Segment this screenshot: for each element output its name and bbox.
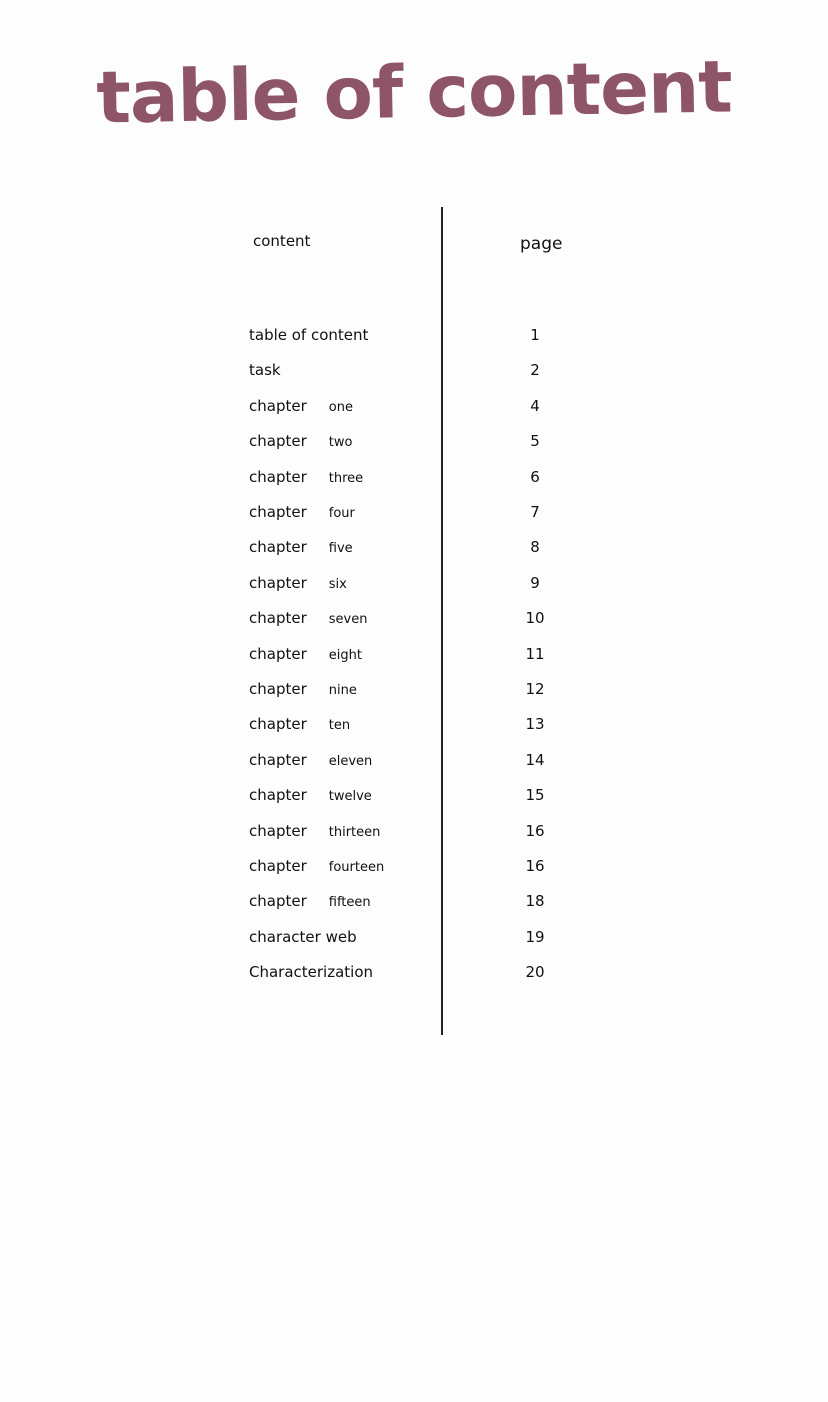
- toc-row: [0, 928, 828, 958]
- toc-entry-page-number: 2: [530, 361, 540, 380]
- toc-entry-label: [249, 857, 384, 875]
- toc-entry-label: [249, 786, 372, 804]
- toc-entry-prefix: chapter: [249, 503, 307, 521]
- page-column-header: page: [520, 234, 828, 1402]
- toc-row: [0, 574, 828, 604]
- toc-entry-prefix: chapter: [249, 680, 307, 698]
- toc-entry-label: [249, 892, 371, 910]
- toc-entry-label: [249, 468, 363, 486]
- toc-row: [0, 432, 828, 462]
- toc-entry-label: [249, 822, 380, 840]
- toc-entry-page-number: 5: [530, 432, 540, 451]
- toc-row: [0, 892, 828, 922]
- toc-entry-suffix: six: [328, 576, 347, 592]
- toc-entry-suffix: eight: [328, 647, 362, 663]
- toc-row: [0, 468, 828, 498]
- toc-row: [0, 751, 828, 781]
- toc-row: [0, 680, 828, 710]
- toc-entry-suffix: three: [328, 470, 364, 486]
- toc-row: [0, 609, 828, 639]
- toc-entry-prefix: chapter: [249, 857, 307, 875]
- page-title: table of content: [95, 44, 733, 140]
- toc-row: [0, 786, 828, 816]
- toc-entry-prefix: chapter: [249, 538, 307, 557]
- toc-entry-page-number: 10: [525, 609, 545, 628]
- toc-row: [0, 857, 828, 887]
- toc-entry-prefix: chapter: [249, 609, 307, 628]
- toc-entry-label: [249, 609, 367, 627]
- toc-entry-page-number: 11: [525, 644, 545, 663]
- toc-entry-page-number: 16: [525, 857, 545, 875]
- toc-entry-label: [249, 680, 357, 698]
- toc-entry-suffix: twelve: [328, 789, 372, 805]
- toc-row: [0, 397, 828, 427]
- toc-entry-prefix: character web: [249, 927, 357, 946]
- toc-entry-label: [249, 645, 362, 663]
- toc-entry-prefix: Characterization: [249, 963, 374, 982]
- toc-entry-prefix: chapter: [249, 432, 307, 451]
- toc-entry-label: [249, 928, 357, 946]
- toc-entry-prefix: chapter: [249, 644, 307, 663]
- toc-entry-label: [249, 963, 373, 981]
- toc-entry-suffix: thirteen: [328, 824, 381, 840]
- toc-entry-prefix: chapter: [249, 573, 307, 592]
- toc-entry-label: [249, 432, 352, 450]
- toc-row: [0, 538, 828, 568]
- toc-entry-label: [249, 361, 281, 379]
- toc-entry-prefix: task: [249, 361, 281, 380]
- toc-entry-page-number: 12: [525, 680, 545, 698]
- toc-entry-prefix: chapter: [249, 892, 307, 911]
- toc-entry-prefix: chapter: [249, 715, 307, 734]
- toc-entry-suffix: fourteen: [328, 860, 385, 875]
- toc-entry-page-number: 20: [525, 963, 545, 982]
- toc-entry-page-number: 13: [525, 715, 545, 734]
- toc-entry-label: [249, 715, 350, 733]
- toc-entry-page-number: 15: [525, 786, 545, 805]
- toc-entry-label: [249, 574, 347, 592]
- toc-entry-prefix: table of content: [249, 326, 369, 344]
- toc-entry-page-number: 6: [530, 467, 540, 486]
- toc-row: [0, 503, 828, 533]
- toc-entry-prefix: chapter: [249, 786, 307, 805]
- toc-entry-suffix: four: [328, 506, 355, 521]
- toc-entry-label: [249, 538, 353, 556]
- toc-entry-suffix: ten: [328, 718, 351, 734]
- content-column-header: content: [253, 232, 311, 250]
- toc-entry-suffix: fifteen: [328, 895, 371, 911]
- toc-row: [0, 361, 828, 391]
- toc-entry-page-number: 14: [525, 750, 545, 769]
- toc-entry-label: [249, 397, 353, 415]
- toc-entry-page-number: 19: [525, 927, 545, 946]
- toc-row: [0, 963, 828, 993]
- toc-row: [0, 326, 828, 356]
- toc-entry-page-number: 4: [530, 396, 540, 415]
- toc-entry-label: [249, 751, 372, 769]
- toc-entry-suffix: two: [328, 435, 353, 451]
- toc-entry-page-number: 1: [530, 326, 540, 344]
- toc-entry-suffix: eleven: [328, 753, 373, 769]
- toc-entry-page-number: 8: [530, 538, 540, 557]
- toc-entry-prefix: chapter: [249, 467, 307, 486]
- toc-entry-suffix: nine: [328, 683, 357, 698]
- toc-entry-page-number: 9: [530, 573, 540, 592]
- toc-entry-suffix: five: [328, 541, 353, 557]
- toc-entry-page-number: 7: [530, 503, 540, 521]
- toc-row: [0, 645, 828, 675]
- toc-entry-prefix: chapter: [249, 750, 307, 769]
- toc-entry-prefix: chapter: [249, 821, 307, 840]
- toc-row: [0, 715, 828, 745]
- toc-entry-page-number: 18: [525, 892, 545, 911]
- toc-entry-label: [249, 503, 355, 521]
- toc-row: [0, 822, 828, 852]
- toc-entry-prefix: chapter: [249, 396, 307, 415]
- toc-entry-suffix: seven: [328, 612, 368, 628]
- toc-entry-suffix: one: [328, 399, 353, 415]
- toc-entry-page-number: 16: [525, 821, 545, 840]
- toc-entry-label: [249, 326, 368, 344]
